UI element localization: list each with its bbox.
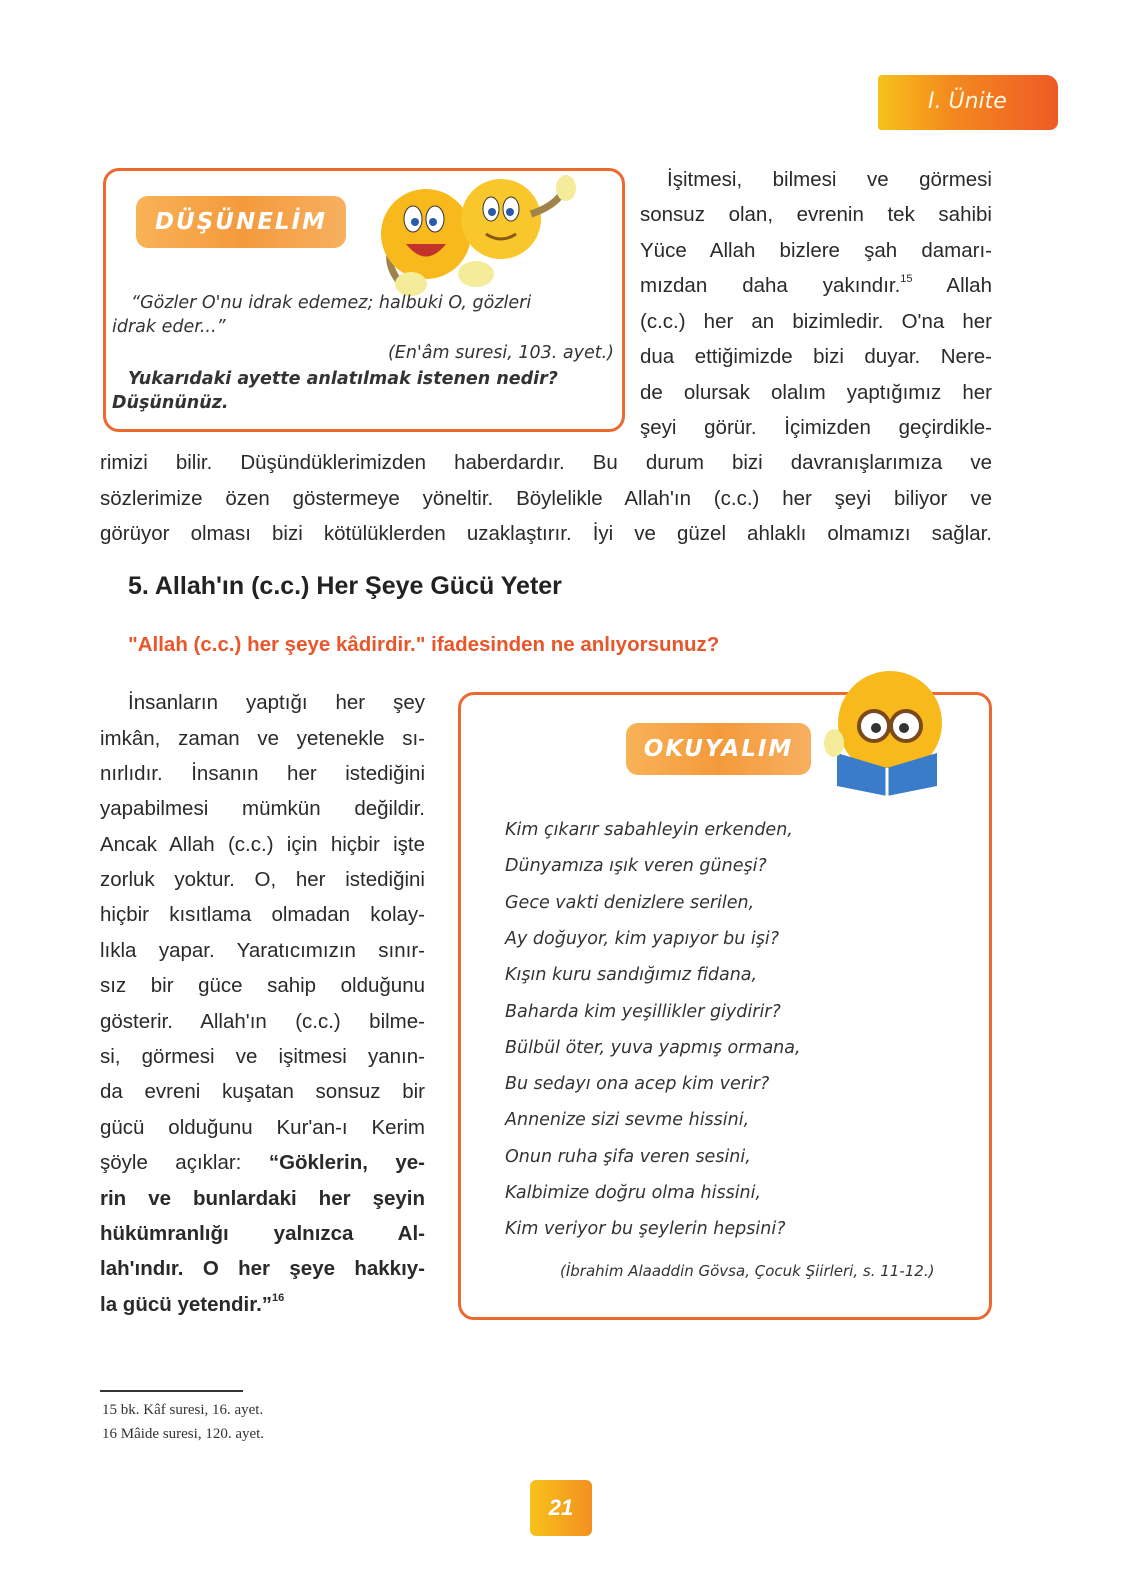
poem-line: Annenize sizi sevme hissini, xyxy=(505,1110,750,1131)
poem-line: Kışın kuru sandığımız fidana, xyxy=(505,965,758,986)
text-line: İnsanların yaptığı her şey xyxy=(128,691,425,714)
footnote-15: 15 bk. Kâf suresi, 16. ayet. xyxy=(102,1402,264,1418)
text-line: sözlerimize özen göstermeye yöneltir. Böylelikle Allah'ın (c.c.) her şeyi biliyor ve xyxy=(100,487,992,510)
text-line xyxy=(100,1257,425,1281)
dusunelim-box xyxy=(103,168,625,432)
question-line-1: Yukarıdaki ayette anlatılmak istenen nedir? xyxy=(128,369,558,389)
question-line-2: Düşününüz. xyxy=(112,393,229,413)
text-line xyxy=(100,1187,425,1211)
footnote-ref: 15 xyxy=(900,273,913,285)
text-line: si, görmesi ve işitmesi yanın- xyxy=(100,1045,425,1068)
section-question: "Allah (c.c.) her şeye kâdirdir." ifadesinden ne anlıyorsunuz? xyxy=(128,633,720,656)
text-line xyxy=(100,1151,425,1175)
text-line: yapabilmesi mümkün değildir. xyxy=(100,797,425,820)
text-line: rimizi bilir. Düşündüklerimizden haberdardır. Bu durum bizi davranışlarımıza ve xyxy=(100,451,992,474)
text-line: gücü olduğunu Kur'an-ı Kerim xyxy=(100,1116,425,1139)
unit-badge xyxy=(878,75,1058,130)
poem-line: Dünyamıza ışık veren güneşi? xyxy=(505,856,767,877)
poem-line: Ay doğuyor, kim yapıyor bu işi? xyxy=(505,928,780,949)
quote-segment: “Göklerin, ye- xyxy=(268,1151,425,1174)
poem-source: (İbrahim Alaaddin Gövsa, Çocuk Şiirleri, s. 11-12.) xyxy=(560,1262,935,1280)
emoji-friends-icon xyxy=(371,174,581,299)
text-line: hiçbir kısıtlama olmadan kolay- xyxy=(100,903,425,926)
dusunelim-label: DÜŞÜNELİM xyxy=(136,196,346,248)
poem-line: Onun ruha şifa veren sesini, xyxy=(505,1146,751,1167)
poem-line: Kim çıkarır sabahleyin erkenden, xyxy=(505,820,793,840)
footnote-divider xyxy=(100,1390,243,1392)
text-segment: Allah xyxy=(912,274,992,297)
unit-label: I. Ünite xyxy=(928,89,1007,114)
text-line: imkân, zaman ve yetenekle sı- xyxy=(100,727,425,750)
quote-segment: hükümranlığı yalnızca Al- xyxy=(100,1222,425,1245)
text-line: Ancak Allah (c.c.) için hiçbir işte xyxy=(100,833,425,856)
text-line: zorluk yoktur. O, her istediğini xyxy=(100,868,425,891)
text-line: Yüce Allah bizlere şah damarı- xyxy=(640,239,992,262)
text-line: şeyi görür. İçimizden geçirdikle- xyxy=(640,416,992,439)
quote-line-2: idrak eder...” xyxy=(112,317,226,337)
okuyalim-label: OKUYALIM xyxy=(626,723,811,775)
poem-line: Gece vakti denizlere serilen, xyxy=(505,892,755,913)
quote-segment: la gücü yetendir.” xyxy=(100,1293,273,1316)
footnote-16: 16 Mâide suresi, 120. ayet. xyxy=(102,1426,265,1442)
text-line: İşitmesi, bilmesi ve görmesi xyxy=(667,168,992,191)
text-line: gösterir. Allah'ın (c.c.) bilme- xyxy=(100,1010,425,1033)
page-number: 21 xyxy=(530,1480,592,1536)
text-segment: mızdan daha yakındır. xyxy=(640,274,901,297)
text-line: de olursak olalım yaptığımız her xyxy=(640,381,992,404)
poem-line: Kalbimize doğru olma hissini, xyxy=(505,1183,762,1203)
quote-segment: lah'ındır. O her şeye hakkıy- xyxy=(100,1257,425,1280)
text-line: görüyor olması bizi kötülüklerden uzaklaştırır. İyi ve güzel ahlaklı olmamızı sağlar. xyxy=(100,522,992,545)
poem-line: Kim veriyor bu şeylerin hepsini? xyxy=(505,1219,786,1240)
text-line xyxy=(640,274,992,298)
poem-line: Bülbül öter, yuva yapmış ormana, xyxy=(505,1037,801,1058)
text-line: dua ettiğimizde bizi duyar. Nere- xyxy=(640,345,992,368)
text-line: nırlıdır. İnsanın her istediğini xyxy=(100,762,425,785)
poem-line: Bu sedayı ona acep kim verir? xyxy=(505,1074,770,1095)
text-line xyxy=(100,1293,425,1317)
text-line: sonsuz olan, evrenin tek sahibi xyxy=(640,203,992,226)
footnote-ref: 16 xyxy=(272,1292,285,1304)
text-line: sız bir güce sahip olduğunu xyxy=(100,974,425,997)
quote-segment: rin ve bunlardaki her şeyin xyxy=(100,1187,425,1210)
text-line: da evreni kuşatan sonsuz bir xyxy=(100,1080,425,1103)
section-heading: 5. Allah'ın (c.c.) Her Şeye Gücü Yeter xyxy=(128,572,562,600)
text-line: lıkla yapar. Yaratıcımızın sınır- xyxy=(100,939,425,962)
text-line: (c.c.) her an bizimledir. O'na her xyxy=(640,310,992,333)
text-segment: şöyle açıklar: xyxy=(100,1151,269,1174)
text-line xyxy=(100,1222,425,1246)
quote-line-1: “Gözler O'nu idrak edemez; halbuki O, gözleri xyxy=(131,293,532,313)
poem-line: Baharda kim yeşillikler giydirir? xyxy=(505,1001,781,1022)
quote-source: (En'âm suresi, 103. ayet.) xyxy=(387,343,614,363)
emoji-reading-icon xyxy=(822,668,952,798)
